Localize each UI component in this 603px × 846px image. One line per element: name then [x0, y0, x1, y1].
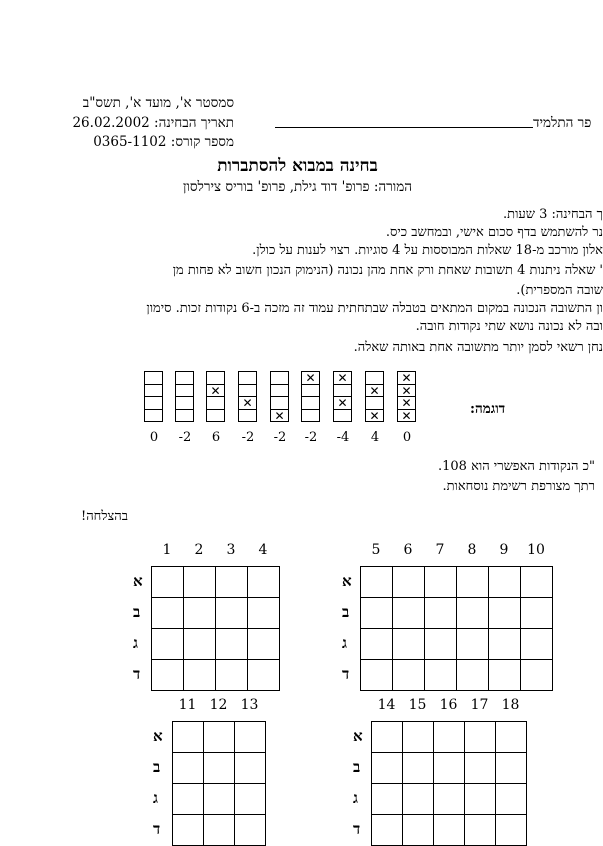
example-empty-cell [365, 371, 384, 385]
answer-cell[interactable] [434, 722, 465, 753]
instruction-line: ך הבחינה: 3 שעות. [503, 207, 603, 222]
course-number: מספר קורס: 0365-1102 [93, 134, 234, 150]
question-number: 18 [501, 697, 520, 713]
instruction-line: ' שאלה ניתנות 4 תשובות שאחת ורק אחת מהן נכונה (הנימוק הנכון חשוב לא פחות מן [172, 263, 603, 278]
example-empty-cell [238, 384, 257, 398]
example-empty-cell [144, 396, 163, 410]
row-label: א [133, 571, 143, 590]
example-empty-cell [206, 396, 225, 410]
answer-cell[interactable] [457, 598, 489, 629]
row-label: א [342, 571, 352, 590]
example-empty-cell [333, 409, 352, 423]
semester-info: סמסטר א', מועד א', תשס"ב [82, 95, 234, 111]
row-label: א [153, 726, 163, 745]
answer-cell[interactable] [184, 567, 216, 598]
example-marked-cell: ✕ [365, 409, 384, 423]
answer-cell[interactable] [496, 815, 527, 846]
question-number: 9 [499, 542, 509, 558]
answer-cell[interactable] [393, 598, 425, 629]
answer-cell[interactable] [403, 815, 434, 846]
example-marked-cell: ✕ [333, 371, 352, 385]
instruction-line: נר להשתמש בדף סכום אישי, ובמחשב כיס. [385, 225, 603, 240]
answer-cell[interactable] [372, 722, 403, 753]
answer-cell[interactable] [216, 598, 248, 629]
example-score: 4 [370, 430, 380, 445]
answer-cell[interactable] [465, 753, 496, 784]
answer-table-q14-18 [371, 721, 527, 846]
answer-cell[interactable] [521, 598, 553, 629]
answer-cell[interactable] [489, 567, 521, 598]
example-empty-cell [238, 409, 257, 423]
instruction-line: נחן רשאי לסמן יותר מתשובה אחת באותה שאלה. [353, 340, 603, 355]
exam-date: תאריך הבחינה: 26.02.2002 [72, 115, 234, 131]
question-number: 15 [408, 697, 427, 713]
answer-cell[interactable] [248, 598, 280, 629]
instruction-line: אלון מורכב מ-18 שאלות המבוססות על 4 סוגיות. רצוי לענות על כולן. [252, 243, 603, 258]
answer-cell[interactable] [235, 722, 266, 753]
example-column [175, 372, 194, 422]
example-empty-cell [144, 409, 163, 423]
student-name-line[interactable] [275, 127, 533, 128]
answer-cell[interactable] [152, 567, 184, 598]
instruction-line: שובה המספרית). [516, 283, 603, 298]
answer-cell[interactable] [521, 567, 553, 598]
answer-cell[interactable] [173, 815, 204, 846]
row-label: ג [153, 788, 158, 807]
example-column [301, 372, 320, 422]
answer-cell[interactable] [489, 598, 521, 629]
example-empty-cell [270, 384, 289, 398]
answer-cell[interactable] [403, 753, 434, 784]
example-empty-cell [175, 384, 194, 398]
example-marked-cell: ✕ [333, 396, 352, 410]
instruction-line: ובה לא נכונה נושא שתי נקודות חובה. [415, 319, 603, 334]
answer-cell[interactable] [425, 629, 457, 660]
answer-cell[interactable] [393, 660, 425, 691]
row-label: ג [342, 633, 347, 652]
example-marked-cell: ✕ [397, 409, 416, 423]
row-label: ד [353, 819, 361, 838]
footer-line-max-points: "כ הנקודות האפשרי הוא 108. [437, 459, 595, 474]
instruction-line: ון התשובה הנכונה במקום המתאים בטבלה שבתחתית עמוד זה מזכה ב-6 נקודות זכות. סימון [146, 301, 603, 316]
example-empty-cell [144, 371, 163, 385]
question-number: 8 [467, 542, 477, 558]
question-number: 1 [162, 542, 172, 558]
example-empty-cell [175, 371, 194, 385]
answer-cell[interactable] [465, 784, 496, 815]
exam-title: בחינה במבוא להסתברות [217, 156, 378, 176]
example-empty-cell [206, 371, 225, 385]
answer-cell[interactable] [372, 815, 403, 846]
footer-line-formulas: רתך מצורפת רשימת נוסחאות. [442, 479, 595, 494]
example-empty-cell [206, 409, 225, 423]
row-label: ב [133, 602, 141, 621]
answer-cell[interactable] [496, 784, 527, 815]
question-number: 7 [435, 542, 445, 558]
answer-cell[interactable] [521, 629, 553, 660]
example-marked-cell: ✕ [238, 396, 257, 410]
answer-cell[interactable] [496, 753, 527, 784]
answer-cell[interactable] [372, 784, 403, 815]
answer-cell[interactable] [361, 629, 393, 660]
example-empty-cell [301, 409, 320, 423]
row-label: ג [133, 633, 138, 652]
question-number: 4 [258, 542, 268, 558]
question-number: 5 [371, 542, 381, 558]
example-empty-cell [238, 371, 257, 385]
answer-cell[interactable] [372, 753, 403, 784]
answer-cell[interactable] [235, 815, 266, 846]
example-empty-cell [144, 384, 163, 398]
student-label: פר התלמיד [533, 115, 592, 131]
example-label: דוגמה: [470, 401, 506, 417]
example-empty-cell [270, 371, 289, 385]
answer-cell[interactable] [361, 660, 393, 691]
answer-cell[interactable] [204, 784, 235, 815]
answer-cell[interactable] [434, 815, 465, 846]
answer-cell[interactable] [465, 722, 496, 753]
row-label: א [353, 726, 363, 745]
example-column [397, 372, 416, 422]
answer-cell[interactable] [425, 598, 457, 629]
answer-cell[interactable] [204, 722, 235, 753]
answer-cell[interactable] [457, 629, 489, 660]
question-number: 17 [470, 697, 489, 713]
example-score: 6 [211, 430, 221, 445]
answer-cell[interactable] [403, 784, 434, 815]
question-number: 13 [240, 697, 259, 713]
question-number: 12 [209, 697, 228, 713]
row-label: ב [353, 757, 361, 776]
question-number: 6 [403, 542, 413, 558]
example-score: 0 [149, 430, 159, 445]
answer-cell[interactable] [489, 660, 521, 691]
answer-cell[interactable] [235, 753, 266, 784]
example-column [206, 372, 225, 422]
answer-cell[interactable] [216, 629, 248, 660]
question-number: 2 [194, 542, 204, 558]
answer-cell[interactable] [248, 629, 280, 660]
answer-cell[interactable] [489, 629, 521, 660]
question-number: 3 [226, 542, 236, 558]
example-empty-cell [365, 396, 384, 410]
answer-cell[interactable] [403, 722, 434, 753]
example-score: -2 [273, 430, 287, 445]
answer-cell[interactable] [173, 722, 204, 753]
example-empty-cell [175, 409, 194, 423]
answer-table-q11-13 [172, 721, 266, 846]
example-column [365, 372, 384, 422]
example-marked-cell: ✕ [365, 384, 384, 398]
example-marked-cell: ✕ [301, 371, 320, 385]
example-column [238, 372, 257, 422]
answer-cell[interactable] [204, 753, 235, 784]
answer-cell[interactable] [173, 753, 204, 784]
row-label: ג [353, 788, 358, 807]
answer-cell[interactable] [184, 629, 216, 660]
example-score: -2 [178, 430, 192, 445]
example-score: -4 [336, 430, 350, 445]
answer-cell[interactable] [457, 567, 489, 598]
answer-cell[interactable] [216, 660, 248, 691]
answer-cell[interactable] [496, 722, 527, 753]
answer-table-q5-10 [360, 566, 553, 691]
answer-cell[interactable] [204, 815, 235, 846]
answer-table-q1-4 [151, 566, 280, 691]
example-empty-cell [301, 384, 320, 398]
example-empty-cell [301, 396, 320, 410]
question-number: 14 [377, 697, 396, 713]
example-marked-cell: ✕ [397, 371, 416, 385]
row-label: ד [133, 664, 141, 683]
answer-cell[interactable] [361, 567, 393, 598]
answer-cell[interactable] [152, 598, 184, 629]
example-score: 0 [402, 430, 412, 445]
good-luck: בהצלחה! [80, 509, 128, 524]
example-empty-cell [270, 396, 289, 410]
answer-cell[interactable] [434, 784, 465, 815]
example-marked-cell: ✕ [206, 384, 225, 398]
row-label: ד [153, 819, 161, 838]
answer-cell[interactable] [184, 598, 216, 629]
lecturers: המורה: פרופ' דוד גילת, פרופ' בוריס צירלסון [182, 179, 413, 195]
example-empty-cell [333, 384, 352, 398]
example-column [144, 372, 163, 422]
answer-cell[interactable] [425, 567, 457, 598]
answer-cell[interactable] [152, 629, 184, 660]
answer-cell[interactable] [173, 784, 204, 815]
question-number: 16 [439, 697, 458, 713]
example-marked-cell: ✕ [397, 384, 416, 398]
answer-cell[interactable] [393, 567, 425, 598]
answer-cell[interactable] [465, 815, 496, 846]
example-empty-cell [175, 396, 194, 410]
row-label: ב [342, 602, 350, 621]
row-label: ב [153, 757, 161, 776]
example-column [270, 372, 289, 422]
answer-cell[interactable] [216, 567, 248, 598]
answer-cell[interactable] [393, 629, 425, 660]
answer-cell[interactable] [425, 660, 457, 691]
answer-cell[interactable] [361, 598, 393, 629]
answer-cell[interactable] [184, 660, 216, 691]
row-label: ד [342, 664, 350, 683]
answer-cell[interactable] [248, 660, 280, 691]
answer-cell[interactable] [235, 784, 266, 815]
example-score: -2 [241, 430, 255, 445]
example-marked-cell: ✕ [270, 409, 289, 423]
answer-cell[interactable] [434, 753, 465, 784]
question-number: 10 [527, 542, 545, 558]
answer-cell[interactable] [457, 660, 489, 691]
question-number: 11 [178, 697, 197, 713]
example-marked-cell: ✕ [397, 396, 416, 410]
answer-cell[interactable] [152, 660, 184, 691]
example-score: -2 [304, 430, 318, 445]
answer-cell[interactable] [521, 660, 553, 691]
answer-cell[interactable] [248, 567, 280, 598]
example-column [333, 372, 352, 422]
